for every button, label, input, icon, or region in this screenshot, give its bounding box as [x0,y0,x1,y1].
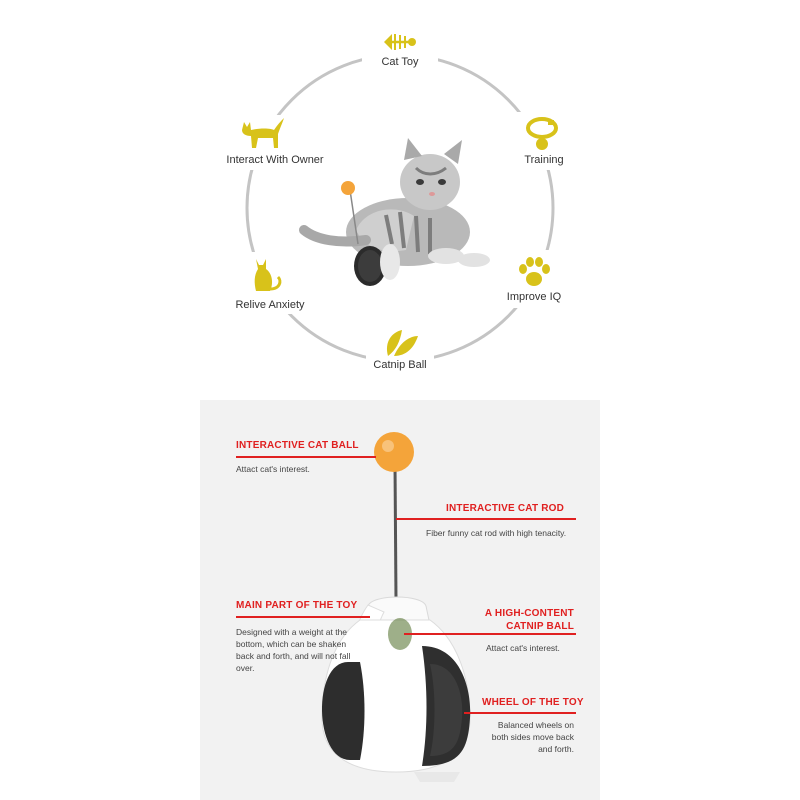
callout-desc-cat-rod: Fiber funny cat rod with high tenacity. [426,528,567,538]
ring-label-cat-toy: Cat Toy [381,56,419,68]
collar-bell-icon [522,114,562,154]
callout-desc-catnip: Attact cat's interest. [486,643,560,653]
ring-label-improve-iq: Improve IQ [506,291,562,303]
walking-cat-icon [238,116,278,156]
ring-label-relive-anxiety: Relive Anxiety [235,299,305,311]
callout-heading-cat-ball: INTERACTIVE CAT BALL [236,440,359,451]
callout-heading-cat-rod: INTERACTIVE CAT ROD [446,503,565,514]
callout-heading-main-part: MAIN PART OF THE TOY [236,600,358,611]
callout-desc-cat-ball: Attact cat's interest. [236,464,310,474]
cat-playing-image [296,120,492,300]
ring-label-training: Training [524,154,564,166]
callout-desc-wheel-line-3: and forth. [538,744,574,754]
callout-line-cat-ball [236,456,376,458]
callout-heading-wheel: WHEEL OF THE TOY [482,697,584,708]
callout-line-wheel [464,712,576,714]
product-panel [200,400,600,800]
paw-print-icon [514,255,554,295]
callout-heading-catnip-line-1: A HIGH-CONTENT [484,608,574,619]
callout-line-cat-rod [396,518,576,520]
callout-line-catnip [404,633,576,635]
sitting-cat-icon [246,255,286,295]
callout-line-main-part [236,616,370,618]
ring-label-interact-with-owner: Interact With Owner [226,154,324,166]
callout-desc-main-part: Designed with a weight at the bottom, which can be shaken back and forth, and will not fall over. [236,627,351,673]
callout-heading-catnip-line-2: CATNIP BALL [506,621,574,632]
callout-desc-wheel-line-2: both sides move back [491,732,574,742]
ring-label-catnip-ball: Catnip Ball [373,359,427,371]
callout-desc-wheel-line-1: Balanced wheels on [497,720,574,730]
